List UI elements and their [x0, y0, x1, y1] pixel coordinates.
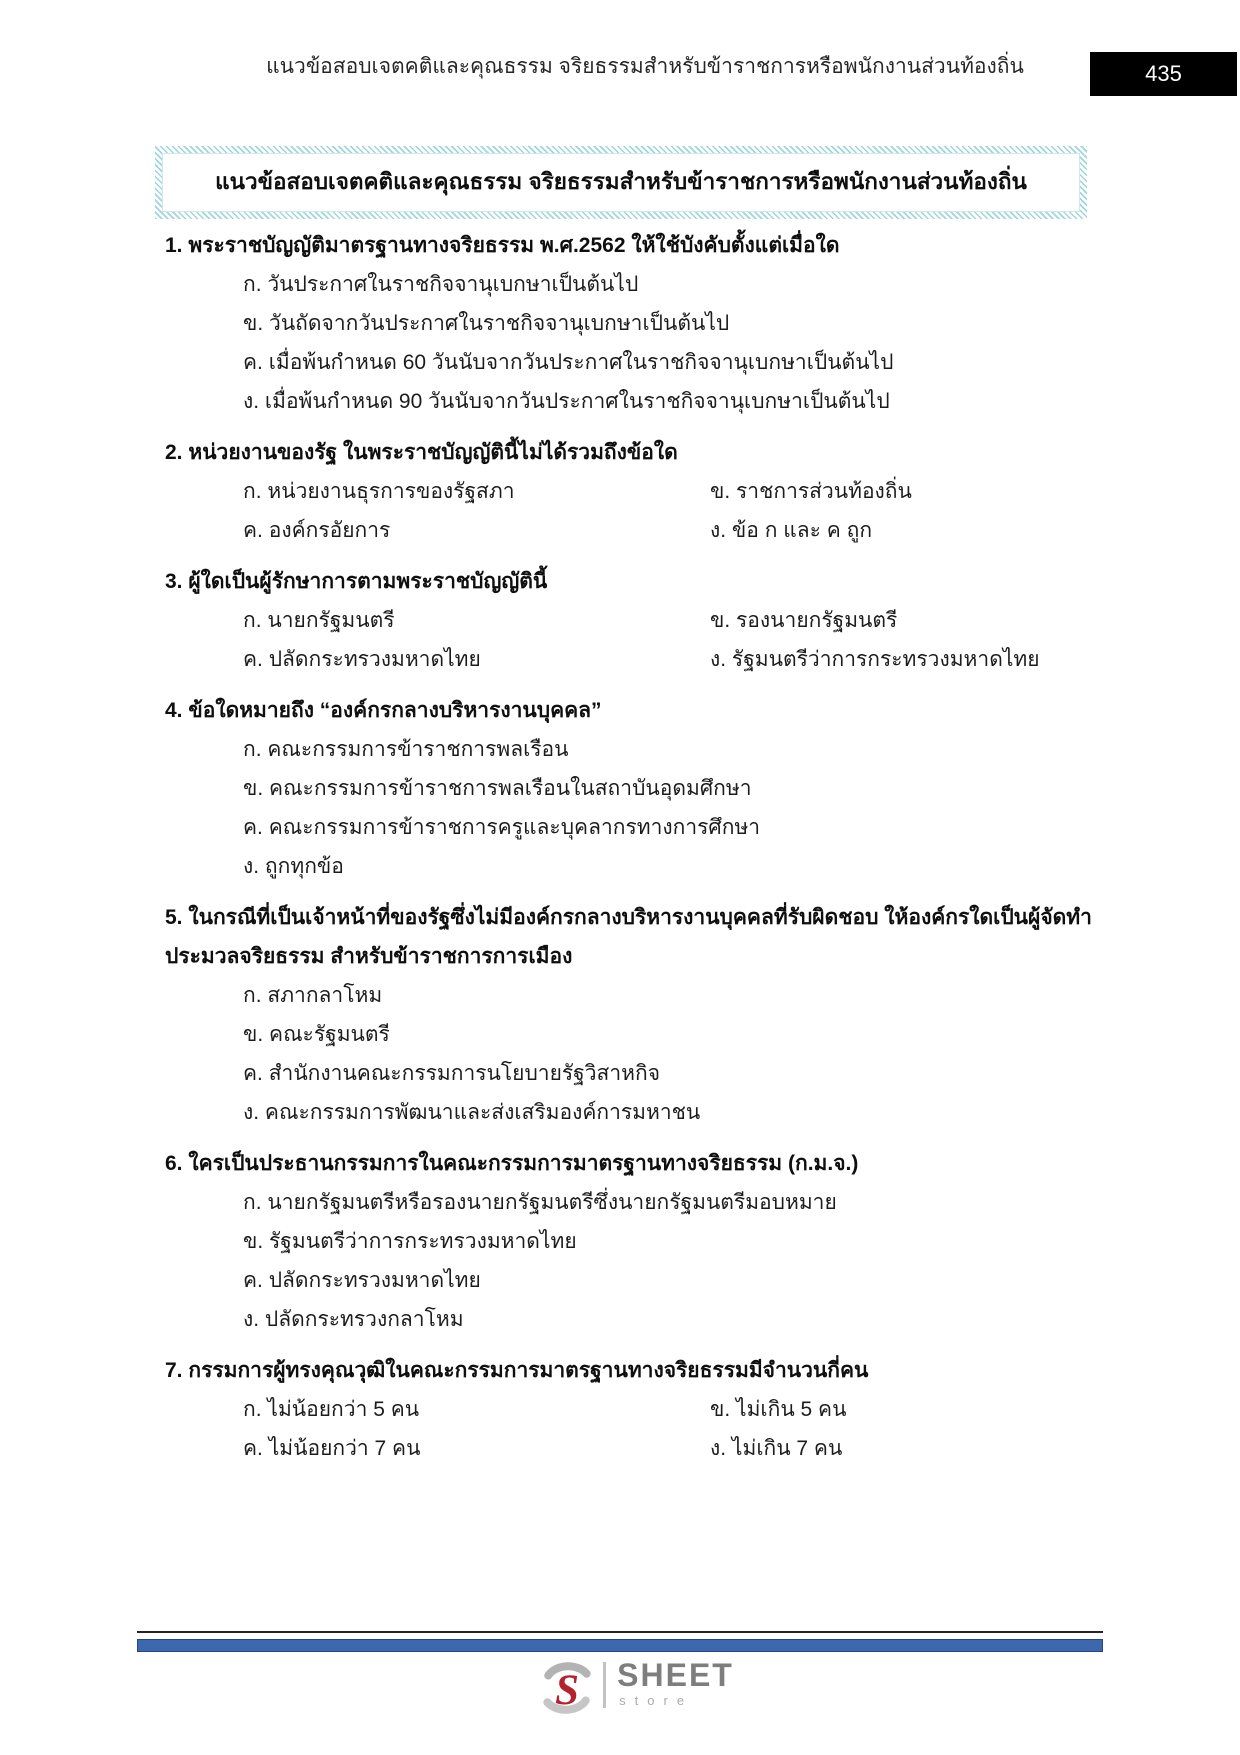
answer-option: ก. นายกรัฐมนตรี: [243, 609, 395, 632]
logo-title: SHEET: [617, 1657, 734, 1693]
answer-option: ง. คณะกรรมการพัฒนาและส่งเสริมองค์การมหาชน: [243, 1101, 701, 1124]
question-text: 5. ในกรณีที่เป็นเจ้าหน้าที่ของรัฐซึ่งไม่มีองค์กรกลางบริหารงานบุคคลที่รับผิดชอบ ให้องค์กรใดเป็นผู้จัดทำ​ประมวลจริยธรรม สำหรับข้าราชการการเมือง: [165, 906, 1092, 968]
document-title: แนวข้อสอบเจตคติและคุณธรรม จริยธรรมสำหรับข้าราชการหรือพนักงานส่วนท้องถิ่น: [162, 153, 1080, 212]
answer-option: ง. ข้อ ก และ ค ถูก: [710, 519, 873, 542]
answer-option: ข. ราชการส่วนท้องถิ่น: [710, 480, 912, 503]
question-text: 7. กรรมการผู้ทรงคุณวุฒิในคณะกรรมการมาตรฐานทางจริยธรรมมีจำนวนกี่คน: [165, 1359, 869, 1382]
options-group: [165, 1183, 1115, 1339]
answer-option: ง. ถูกทุกข้อ: [243, 855, 344, 878]
title-box: [155, 146, 1087, 219]
logo-letter: S: [555, 1667, 580, 1714]
answer-option: ค. คณะกรรมการข้าราชการครูและบุคลากรทางการศึกษา: [243, 816, 761, 839]
options-group: [165, 730, 1115, 886]
question-text: 2. หน่วยงานของรัฐ ในพระราชบัญญัตินี้ไม่ได้รวมถึงข้อใด: [165, 441, 678, 464]
options-group: [165, 976, 1115, 1132]
footer-logo: [18, 1657, 1240, 1718]
answer-option: ง. ปลัดกระทรวงกลาโหม: [243, 1308, 464, 1331]
answer-option: ก. ไม่น้อยกว่า 5 คน: [243, 1398, 420, 1421]
question-block: [165, 1351, 1115, 1468]
running-header-text: แนวข้อสอบเจตคติและคุณธรรม จริยธรรมสำหรับข้าราชการหรือพนักงานส่วนท้องถิ่น: [266, 55, 1024, 78]
answer-option: ข. ไม่เกิน 5 คน: [710, 1398, 847, 1421]
footer-divider-thin: [137, 1631, 1103, 1633]
answer-option: ข. คณะกรรมการข้าราชการพลเรือนในสถาบันอุดมศึกษา: [243, 777, 752, 800]
answer-option: ก. วันประกาศในราชกิจจานุเบกษาเป็นต้นไป: [243, 273, 639, 296]
question-block: [165, 898, 1115, 1132]
answer-option: ข. รองนายกรัฐมนตรี: [710, 609, 898, 632]
answer-option: ก. นายกรัฐมนตรีหรือรองนายกรัฐมนตรีซึ่งนายกรัฐมนตรีมอบหมาย: [243, 1191, 837, 1214]
question-text: 6. ใครเป็นประธานกรรมการในคณะกรรมการมาตรฐานทางจริยธรรม (ก.ม.จ.): [165, 1152, 859, 1175]
answer-option: ค. ปลัดกระทรวงมหาดไทย: [243, 1269, 481, 1292]
logo-divider: [603, 1662, 606, 1708]
question-text: 3. ผู้ใดเป็นผู้รักษาการตามพระราชบัญญัตินี้: [165, 570, 548, 593]
page-number: 435: [1145, 61, 1182, 86]
question-block: [165, 1144, 1115, 1339]
answer-option: ง. ไม่เกิน 7 คน: [710, 1437, 843, 1460]
logo-text: [617, 1657, 734, 1708]
answer-option: ข. รัฐมนตรีว่าการกระทรวงมหาดไทย: [243, 1230, 577, 1253]
footer-divider-blue: [137, 1639, 1103, 1652]
sheet-store-logo-icon: [542, 1662, 592, 1714]
options-group: [165, 1390, 1115, 1468]
answer-option: ง. เมื่อพ้นกำหนด 90 วันนับจากวันประกาศในราชกิจจานุเบกษาเป็นต้นไป: [243, 390, 890, 413]
question-block: [165, 433, 1115, 550]
answer-option: ก. สภากลาโหม: [243, 984, 383, 1007]
answer-option: ก. หน่วยงานธุรการของรัฐสภา: [243, 480, 515, 503]
options-group: [165, 472, 1115, 550]
page-number-badge: [1090, 52, 1237, 96]
question-text: 4. ข้อใดหมายถึง “องค์กรกลางบริหารงานบุคคล”: [165, 699, 602, 722]
answer-option: ค. สำนักงานคณะกรรมการนโยบายรัฐวิสาหกิจ: [243, 1062, 661, 1085]
answer-option: ค. เมื่อพ้นกำหนด 60 วันนับจากวันประกาศในราชกิจจานุเบกษาเป็นต้นไป: [243, 351, 894, 374]
question-block: [165, 562, 1115, 679]
question-text: 1. พระราชบัญญัติมาตรฐานทางจริยธรรม พ.ศ.2562 ให้ใช้บังคับตั้งแต่เมื่อใด: [165, 234, 840, 257]
question-list: [165, 226, 1115, 1468]
answer-option: ข. วันถัดจากวันประกาศในราชกิจจานุเบกษาเป็นต้นไป: [243, 312, 730, 335]
answer-option: ค. ไม่น้อยกว่า 7 คน: [243, 1437, 421, 1460]
answer-option: ข. คณะรัฐมนตรี: [243, 1023, 390, 1046]
logo-subtitle: store: [619, 1693, 694, 1708]
answer-option: ค. ปลัดกระทรวงมหาดไทย: [243, 648, 481, 671]
running-header: [140, 50, 1150, 83]
question-block: [165, 691, 1115, 886]
question-block: [165, 226, 1115, 421]
answer-option: ก. คณะกรรมการข้าราชการพลเรือน: [243, 738, 569, 761]
options-group: [165, 601, 1115, 679]
answer-option: ค. องค์กรอัยการ: [243, 519, 391, 542]
answer-option: ง. รัฐมนตรีว่าการกระทรวงมหาดไทย: [710, 648, 1040, 671]
options-group: [165, 265, 1115, 421]
